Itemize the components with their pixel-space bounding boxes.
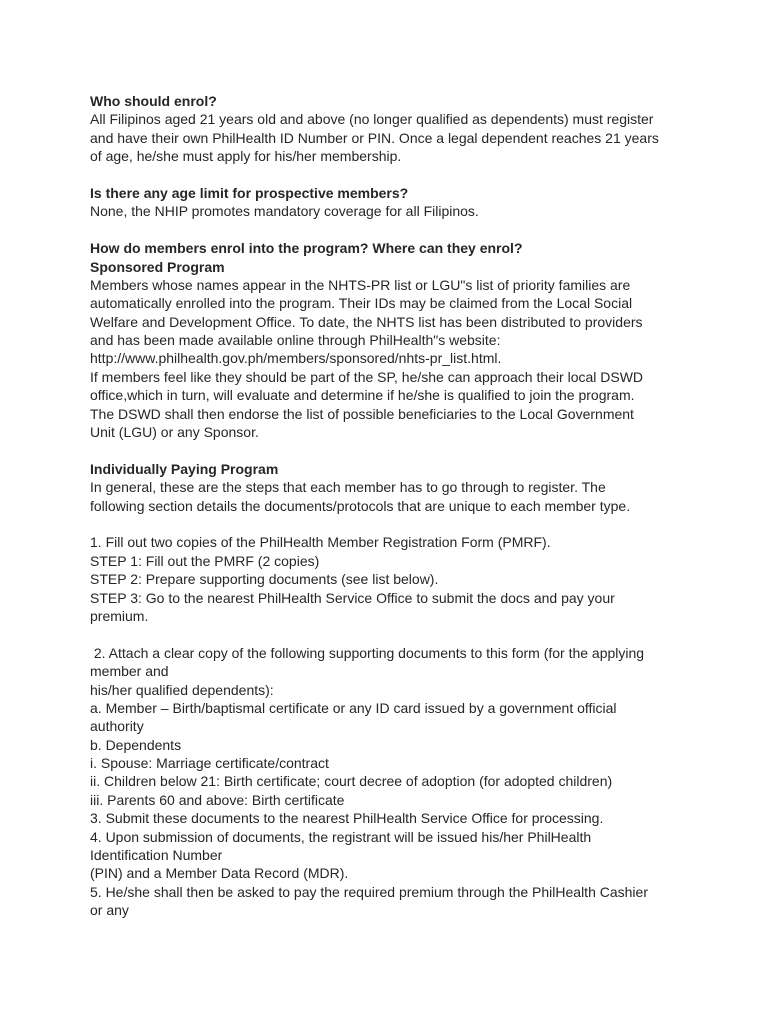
paragraph-line: Unit (LGU) or any Sponsor.	[90, 424, 259, 441]
heading-how-to-enrol: How do members enrol into the program? Where can they enrol?	[90, 240, 523, 257]
step-line: 1. Fill out two copies of the PhilHealth Member Registration Form (PMRF).	[90, 534, 551, 551]
document-body	[90, 92, 690, 920]
paragraph-line: None, the NHIP promotes mandatory coverage for all Filipinos.	[90, 203, 479, 220]
document-line: authority	[90, 718, 144, 735]
document-line: his/her qualified dependents):	[90, 681, 274, 698]
paragraph-line: Welfare and Development Office. To date, the NHTS list has been distributed to providers	[90, 313, 643, 330]
document-line: 2. Attach a clear copy of the following supporting documents to this form (for the applying	[90, 644, 645, 661]
paragraph-line: and have their own PhilHealth ID Number or PIN. Once a legal dependent reaches 21 years	[90, 129, 659, 146]
paragraph-gap	[90, 625, 690, 643]
paragraph-line: If members feel like they should be part of the SP, he/she can approach their local DSWD	[90, 368, 644, 385]
step-line: STEP 1: Fill out the PMRF (2 copies)	[90, 552, 320, 569]
paragraph-gap	[90, 441, 690, 459]
paragraph-line: Members whose names appear in the NHTS-PR list or LGU"s list of priority families are	[90, 276, 631, 293]
heading-age-limit: Is there any age limit for prospective members?	[90, 184, 409, 201]
document-line: 5. He/she shall then be asked to pay the required premium through the PhilHealth Cashier	[90, 883, 648, 900]
step-line: STEP 2: Prepare supporting documents (see list below).	[90, 571, 439, 588]
document-line: iii. Parents 60 and above: Birth certificate	[90, 791, 345, 808]
document-line: i. Spouse: Marriage certificate/contract	[90, 755, 329, 772]
paragraph-line: office,which in turn, will evaluate and determine if he/she is qualified to join the program.	[90, 387, 635, 404]
paragraph-gap	[90, 166, 690, 184]
document-line: 4. Upon submission of documents, the registrant will be issued his/her PhilHealth	[90, 828, 592, 845]
paragraph-line: of age, he/she must apply for his/her membership.	[90, 148, 402, 165]
document-line: member and	[90, 663, 169, 680]
document-line: b. Dependents	[90, 736, 182, 753]
paragraph-line: and has been made available online through PhilHealth"s website:	[90, 332, 501, 349]
step-line: premium.	[90, 607, 149, 624]
url-line: http://www.philhealth.gov.ph/members/sponsored/nhts-pr_list.html.	[90, 350, 502, 367]
step-line: STEP 3: Go to the nearest PhilHealth Service Office to submit the docs and pay your	[90, 589, 615, 606]
document-line: a. Member – Birth/baptismal certificate or any ID card issued by a government official	[90, 699, 617, 716]
subheading-sponsored-program: Sponsored Program	[90, 258, 225, 275]
paragraph-line: In general, these are the steps that each member has to go through to register. The	[90, 479, 606, 496]
document-line: 3. Submit these documents to the nearest PhilHealth Service Office for processing.	[90, 810, 604, 827]
paragraph-line: All Filipinos aged 21 years old and above (no longer qualified as dependents) must register	[90, 111, 654, 128]
document-line: ii. Children below 21: Birth certificate; court decree of adoption (for adopted children)	[90, 773, 613, 790]
document-line: Identification Number	[90, 847, 223, 864]
paragraph-line: automatically enrolled into the program. Their IDs may be claimed from the Local Social	[90, 295, 633, 312]
paragraph-line: following section details the documents/protocols that are unique to each member type.	[90, 497, 631, 514]
heading-who-should-enrol: Who should enrol?	[90, 93, 217, 109]
heading-individually-paying-program: Individually Paying Program	[90, 460, 279, 477]
paragraph-line: The DSWD shall then endorse the list of possible beneficiaries to the Local Government	[90, 405, 634, 422]
paragraph-gap	[90, 221, 690, 239]
document-line: (PIN) and a Member Data Record (MDR).	[90, 865, 349, 882]
paragraph-gap	[90, 515, 690, 533]
document-line: or any	[90, 902, 129, 919]
